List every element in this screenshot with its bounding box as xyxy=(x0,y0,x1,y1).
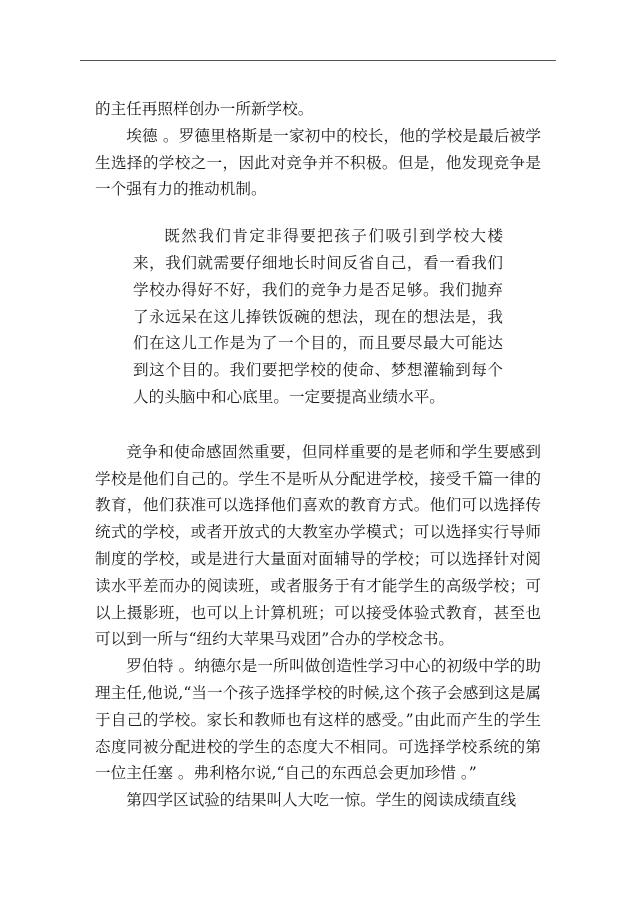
document-body xyxy=(95,96,541,814)
paragraph-robert-nadel: 罗伯特 。纳德尔是一所叫做创造性学习中心的初级中学的助理主任,他说,“当一个孩子选择学校的时候,这个孩子会感到这是属于自己的学校。家长和教师也有这样的感受。”由此而产生的学生态度同被分配进校的学生的态度大不相同。可选择学校系统的第一位主任塞 。弗利格尔说,“自己的东西总会更加珍惜 。” xyxy=(95,657,541,783)
block-quote: 既然我们肯定非得要把孩子们吸引到学校大楼来，我们就需要仔细地长时间反省自己，看一看我们学校办得好不好，我们的竞争力是否足够。我们抛弃了永远呆在这儿捧铁饭碗的想法，现在的想法是，我们在这儿工作是为了一个目的，而且要尽最大可能达到这个目的。我们要把学校的使命、梦想灌输到每个人的头脑中和心底里。一定要提高业绩水平。 xyxy=(133,227,503,406)
paragraph-competition: 竞争和使命感固然重要，但同样重要的是老师和学生要感到学校是他们自己的。学生不是听从分配进学校，接受千篇一律的教育，他们获准可以选择他们喜欢的教育方式。他们可以选择传统式的学校，或者开放式的大教室办学模式；可以选择实行导师制度的学校，或是进行大量面对面辅导的学校；可以选择针对阅读水平差而办的阅读班，或者服务于有才能学生的高级学校；可以上摄影班，也可以上计算机班；可以接受体验式教育，甚至也可以到一所与“纽约大苹果马戏团”合办的学校念书。 xyxy=(95,442,541,649)
paragraph-ed-rodriguez: 埃德 。罗德里格斯是一家初中的校长，他的学校是最后被学生选择的学校之一，因此对竞争并不积极。但是，他发现竞争是一个强有力的推动机制。 xyxy=(95,126,541,199)
paragraph-continuation: 的主任再照样创办一所新学校。 xyxy=(95,100,314,118)
paragraph-district-four: 第四学区试验的结果叫人大吃一惊。学生的阅读成绩直线 xyxy=(126,791,517,810)
header-rule xyxy=(80,60,556,61)
